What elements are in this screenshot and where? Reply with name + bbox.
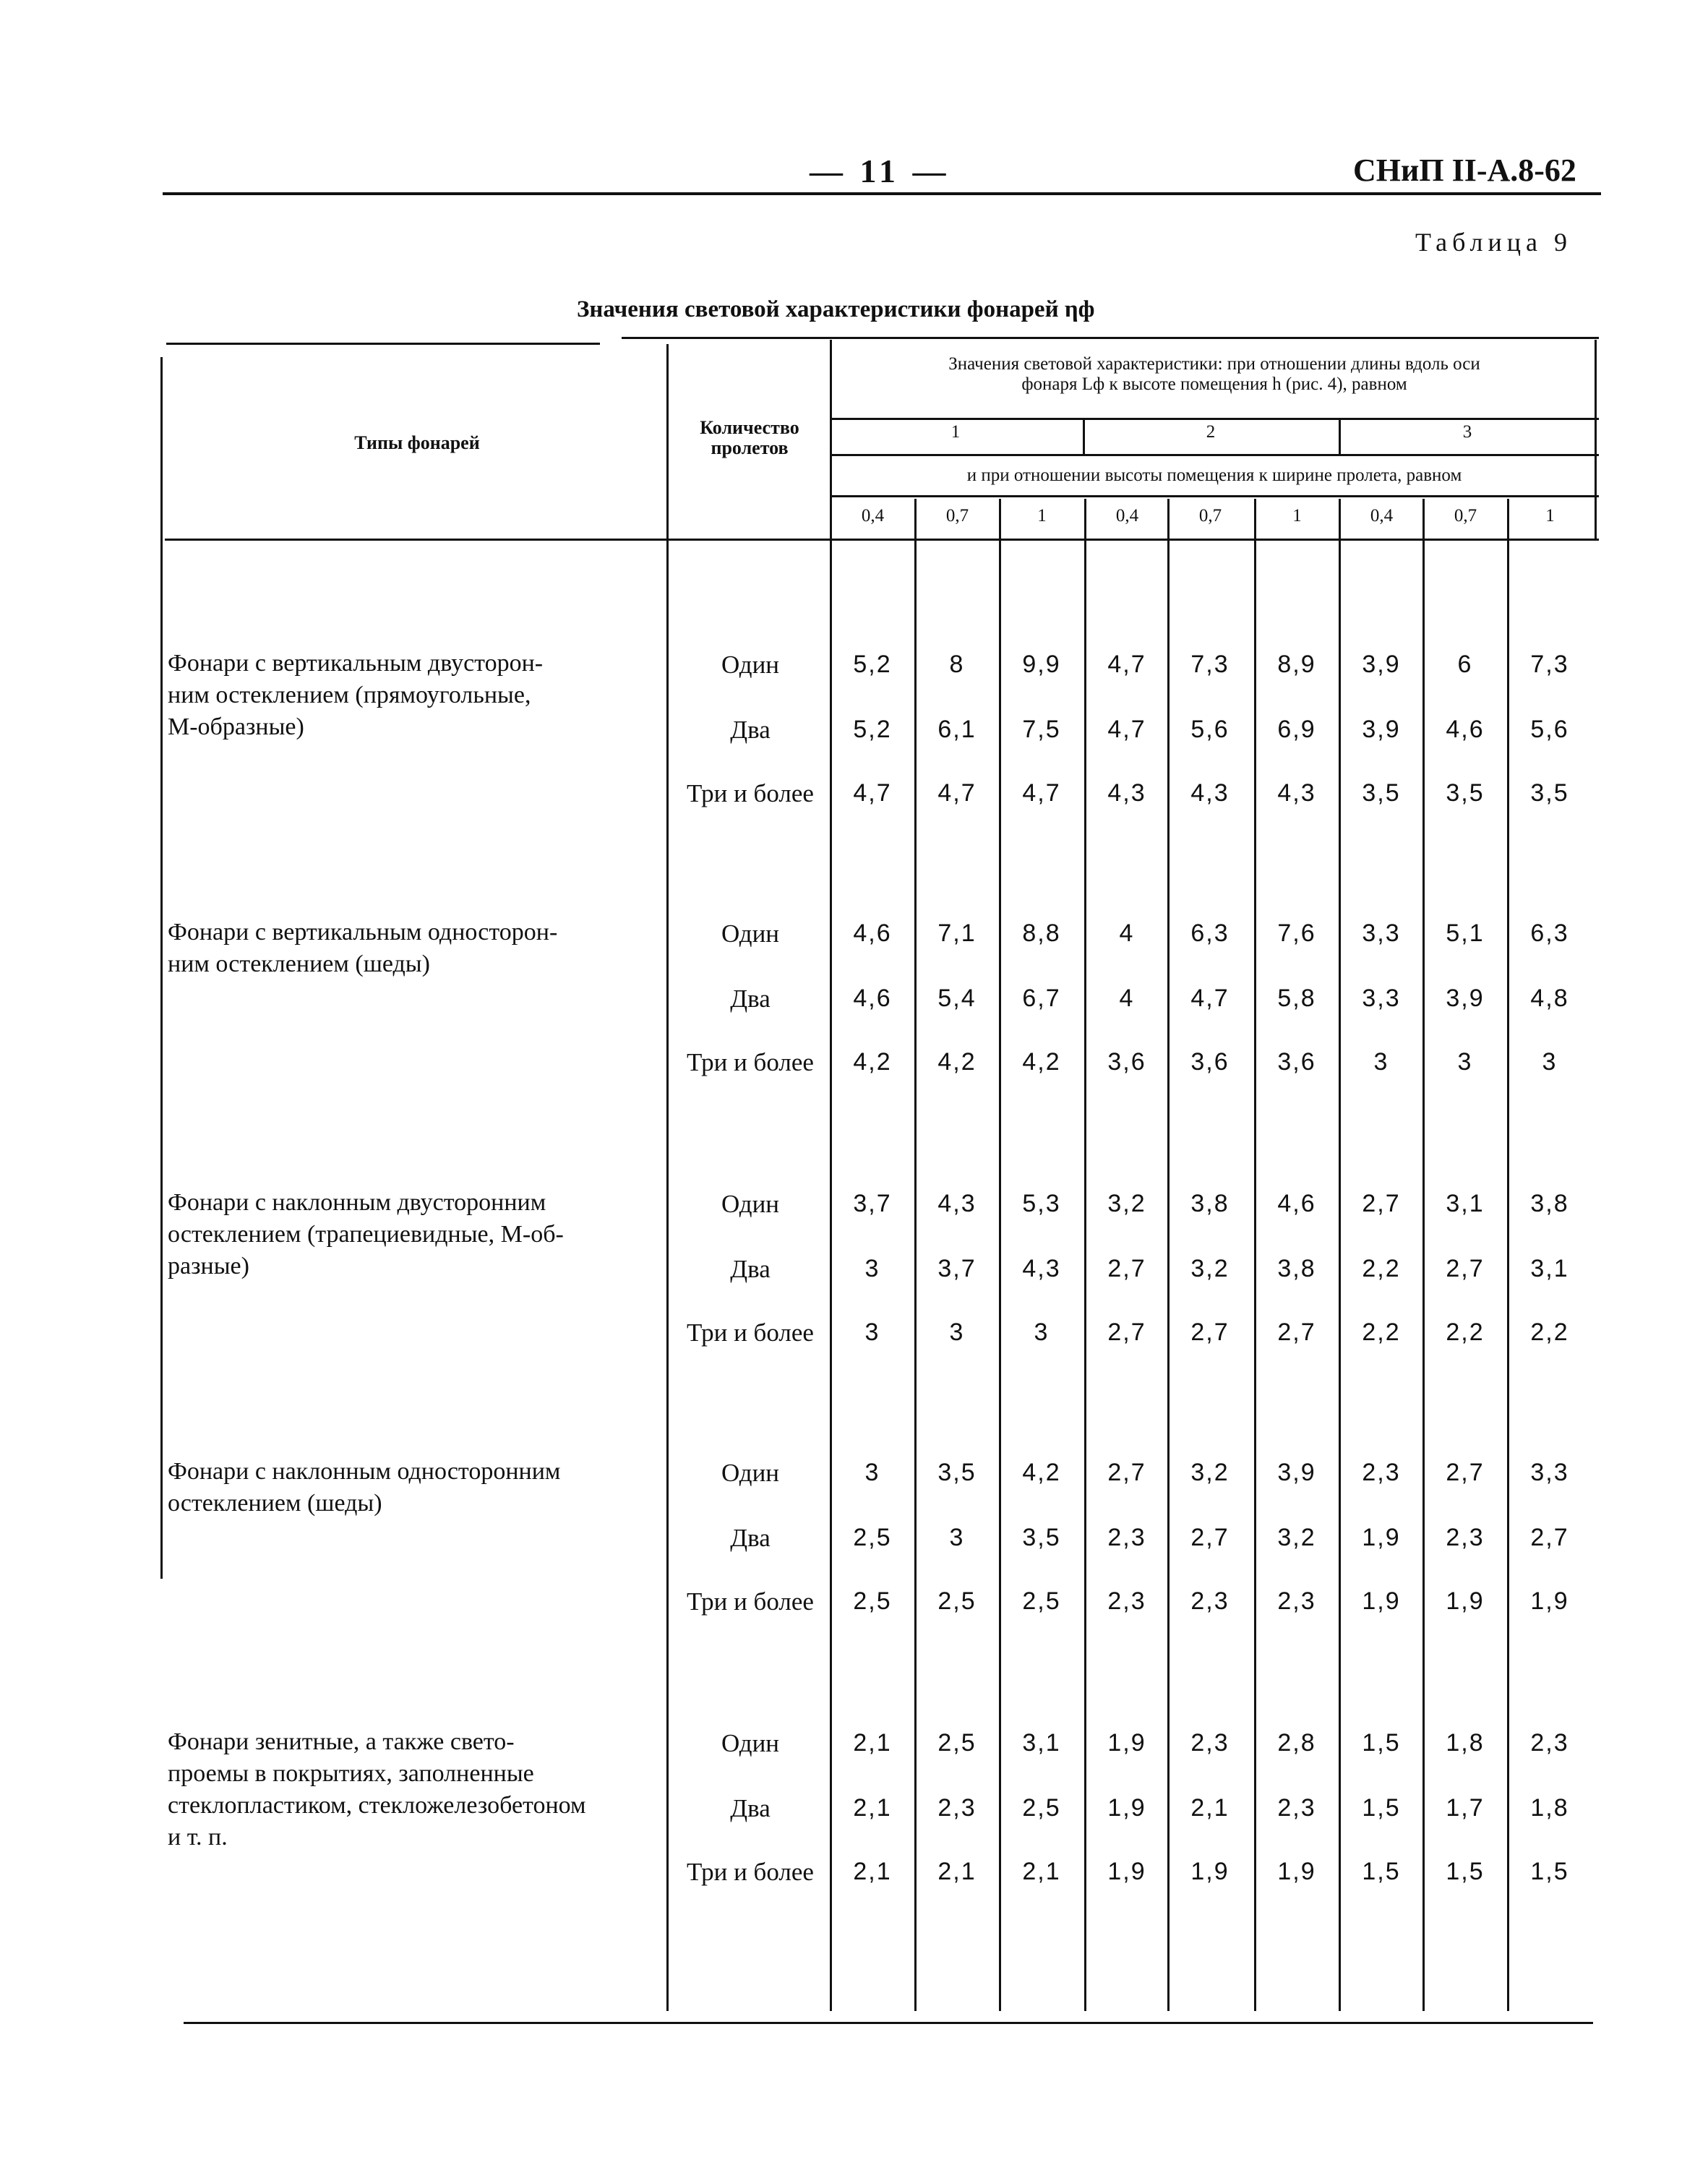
value-cell: 3,7 xyxy=(937,1255,977,1282)
value-cell: 3,9 xyxy=(1362,716,1401,743)
value-cell: 3,5 xyxy=(1446,779,1485,807)
value-cell: 2,3 xyxy=(1362,1459,1401,1486)
value-cell: 4,3 xyxy=(1190,779,1229,807)
value-cell: 2,7 xyxy=(1190,1524,1229,1551)
value-cell: 4,6 xyxy=(853,985,892,1012)
value-cell: 8 xyxy=(949,651,965,678)
col-divider-7 xyxy=(1339,499,1341,2011)
col-header-type: Типы фонарей xyxy=(354,432,480,453)
value-cell: 6,1 xyxy=(937,716,977,743)
lantern-type-line: проемы в покрытиях, заполненные xyxy=(168,1760,534,1787)
value-cell: 3 xyxy=(949,1524,965,1551)
value-cell: 4,3 xyxy=(937,1190,977,1217)
lantern-type-line: остеклением (трапециевидные, М-об- xyxy=(168,1221,564,1248)
span-count-label: Два xyxy=(730,1794,771,1822)
value-cell: 4,8 xyxy=(1530,985,1569,1012)
value-cell: 3,5 xyxy=(1022,1524,1061,1551)
value-cell: 4 xyxy=(1119,919,1135,947)
value-cell: 7,1 xyxy=(937,919,977,947)
table-title: Значения световой характеристики фонарей ηф xyxy=(577,296,1095,322)
value-cell: 3 xyxy=(864,1255,880,1282)
height-ratio-label: 0,7 xyxy=(1198,506,1222,526)
value-cell: 2,3 xyxy=(1446,1524,1485,1551)
value-cell: 1,8 xyxy=(1446,1729,1485,1757)
value-cell: 2,5 xyxy=(1022,1587,1061,1615)
value-cell: 2,7 xyxy=(1107,1319,1146,1346)
value-cell: 2,5 xyxy=(1022,1794,1061,1822)
value-cell: 2,5 xyxy=(853,1524,892,1551)
value-cell: 1,5 xyxy=(1362,1794,1401,1822)
col-header-spans: Количество пролетов xyxy=(700,417,799,458)
value-cell: 3,9 xyxy=(1277,1459,1316,1486)
value-cell: 5,6 xyxy=(1530,716,1569,743)
lantern-type-line: ним остеклением (шеды) xyxy=(168,951,430,977)
value-cell: 4,2 xyxy=(1022,1048,1061,1076)
span-count-label: Три и более xyxy=(687,779,814,807)
value-cell: 2,3 xyxy=(1277,1587,1316,1615)
value-cell: 4,2 xyxy=(853,1048,892,1076)
span-count-label: Два xyxy=(730,1255,771,1283)
value-cell: 2,2 xyxy=(1530,1319,1569,1346)
span-count-label: Два xyxy=(730,985,771,1013)
value-cell: 1,5 xyxy=(1362,1729,1401,1757)
value-cell: 2,3 xyxy=(1107,1524,1146,1551)
value-cell: 7,3 xyxy=(1190,651,1229,678)
span-count-label: Один xyxy=(721,1729,780,1757)
span-count-label: Один xyxy=(721,919,780,948)
span-count-label: Один xyxy=(721,1190,780,1218)
lantern-type-label xyxy=(168,1456,651,1519)
value-cell: 3,5 xyxy=(937,1459,977,1486)
value-cell: 3,5 xyxy=(1362,779,1401,807)
value-cell: 7,3 xyxy=(1530,651,1569,678)
col-divider-6 xyxy=(1254,499,1256,2011)
value-cell: 3 xyxy=(1034,1319,1050,1346)
value-cell: 7,6 xyxy=(1277,919,1316,947)
value-cell: 4,7 xyxy=(853,779,892,807)
col-divider-type xyxy=(666,344,669,2011)
lantern-type-line: Фонари с наклонным двусторонним xyxy=(168,1189,546,1216)
value-cell: 8,9 xyxy=(1277,651,1316,678)
col-divider-3 xyxy=(999,499,1001,2011)
value-cell: 4,3 xyxy=(1107,779,1146,807)
value-cell: 5,3 xyxy=(1022,1190,1061,1217)
value-cell: 6,7 xyxy=(1022,985,1061,1012)
value-cell: 3,3 xyxy=(1530,1459,1569,1486)
document-code: СНиП II-А.8-62 xyxy=(1353,153,1576,188)
lantern-type-label xyxy=(168,917,651,980)
value-cell: 3 xyxy=(1457,1048,1473,1076)
value-cell: 4,3 xyxy=(1022,1255,1061,1282)
value-cell: 3,3 xyxy=(1362,985,1401,1012)
value-cell: 9,9 xyxy=(1022,651,1061,678)
value-cell: 3,6 xyxy=(1277,1048,1316,1076)
length-ratio-label: 2 xyxy=(1206,422,1216,442)
header-rule-3 xyxy=(830,495,1599,497)
value-cell: 2,3 xyxy=(1530,1729,1569,1757)
value-cell: 2,3 xyxy=(1190,1587,1229,1615)
height-ratio-label: 0,7 xyxy=(1454,506,1477,526)
span-count-label: Один xyxy=(721,1459,780,1487)
value-cell: 2,3 xyxy=(1190,1729,1229,1757)
value-cell: 1,9 xyxy=(1362,1524,1401,1551)
value-cell: 3,9 xyxy=(1362,651,1401,678)
value-cell: 1,5 xyxy=(1530,1858,1569,1885)
length-ratio-label: 1 xyxy=(950,422,961,442)
value-cell: 4 xyxy=(1119,985,1135,1012)
value-cell: 2,2 xyxy=(1362,1255,1401,1282)
header-rule-2 xyxy=(830,454,1599,456)
value-cell: 2,1 xyxy=(937,1858,977,1885)
value-cell: 1,8 xyxy=(1530,1794,1569,1822)
value-cell: 4,7 xyxy=(1107,651,1146,678)
height-ratio-label: 0,4 xyxy=(861,506,885,526)
lantern-type-line: и т. п. xyxy=(168,1824,228,1851)
height-ratio-label: 0,7 xyxy=(945,506,969,526)
value-cell: 1,7 xyxy=(1446,1794,1485,1822)
value-cell: 2,8 xyxy=(1277,1729,1316,1757)
value-cell: 5,1 xyxy=(1446,919,1485,947)
height-ratio-label: 0,4 xyxy=(1370,506,1394,526)
value-cell: 3,2 xyxy=(1190,1459,1229,1486)
value-cell: 4,2 xyxy=(1022,1459,1061,1486)
lantern-type-line: Фонари с вертикальным двусторон- xyxy=(168,650,544,677)
value-cell: 6,3 xyxy=(1530,919,1569,947)
value-cell: 4,7 xyxy=(1190,985,1229,1012)
lantern-type-line: остеклением (шеды) xyxy=(168,1490,382,1517)
table-top-rule-left xyxy=(166,343,600,345)
lantern-type-line: Фонари с наклонным односторонним xyxy=(168,1458,561,1485)
lantern-type-line: Фонари с вертикальным односторон- xyxy=(168,919,558,946)
value-cell: 1,9 xyxy=(1107,1794,1146,1822)
value-cell: 3,5 xyxy=(1530,779,1569,807)
values-header-line2: фонаря Lф к высоте помещения h (рис. 4), равном xyxy=(1021,374,1407,394)
span-count-label: Три и более xyxy=(687,1587,814,1616)
value-cell: 1,5 xyxy=(1362,1858,1401,1885)
col-divider-5 xyxy=(1167,499,1170,2011)
value-cell: 1,9 xyxy=(1107,1858,1146,1885)
col-divider-4 xyxy=(1084,499,1086,2011)
value-cell: 4,6 xyxy=(1446,716,1485,743)
length-ratio-label: 3 xyxy=(1462,422,1472,442)
value-cell: 2,7 xyxy=(1277,1319,1316,1346)
value-cell: 2,3 xyxy=(937,1794,977,1822)
header-rule-1 xyxy=(830,418,1599,420)
span-count-label: Три и более xyxy=(687,1048,814,1076)
lantern-type-line: разные) xyxy=(168,1253,249,1279)
value-cell: 2,3 xyxy=(1277,1794,1316,1822)
lantern-type-line: стеклопластиком, стекложелезобетоном xyxy=(168,1792,586,1819)
value-cell: 4,3 xyxy=(1277,779,1316,807)
height-ratio-label: 1 xyxy=(1037,506,1047,526)
lantern-type-label xyxy=(168,648,651,743)
span-count-label: Один xyxy=(721,651,780,679)
value-cell: 2,7 xyxy=(1530,1524,1569,1551)
value-cell: 3,8 xyxy=(1190,1190,1229,1217)
value-cell: 4,6 xyxy=(853,919,892,947)
value-cell: 4,2 xyxy=(937,1048,977,1076)
header-group-divider-1 xyxy=(1083,419,1085,454)
span-count-label: Три и более xyxy=(687,1319,814,1347)
value-cell: 3 xyxy=(864,1459,880,1486)
value-cell: 1,9 xyxy=(1277,1858,1316,1885)
span-count-label: Три и более xyxy=(687,1858,814,1886)
value-cell: 8,8 xyxy=(1022,919,1061,947)
value-cell: 2,3 xyxy=(1107,1587,1146,1615)
value-cell: 3,1 xyxy=(1530,1255,1569,1282)
height-ratio-label: 0,4 xyxy=(1115,506,1139,526)
col-divider-2 xyxy=(914,499,917,2011)
value-cell: 2,1 xyxy=(853,1729,892,1757)
value-cell: 3,2 xyxy=(1107,1190,1146,1217)
value-cell: 2,5 xyxy=(937,1729,977,1757)
value-cell: 4,7 xyxy=(937,779,977,807)
value-cell: 3,9 xyxy=(1446,985,1485,1012)
value-cell: 2,1 xyxy=(853,1858,892,1885)
height-ratio-label: 1 xyxy=(1545,506,1555,526)
value-cell: 4,7 xyxy=(1022,779,1061,807)
value-cell: 4,6 xyxy=(1277,1190,1316,1217)
left-border xyxy=(160,357,163,1579)
value-cell: 1,9 xyxy=(1530,1587,1569,1615)
values-header-line1: Значения световой характеристики: при отношении длины вдоль оси xyxy=(948,354,1480,374)
value-cell: 3 xyxy=(1373,1048,1389,1076)
value-cell: 2,1 xyxy=(853,1794,892,1822)
value-cell: 6 xyxy=(1457,651,1473,678)
value-cell: 2,7 xyxy=(1446,1459,1485,1486)
value-cell: 1,9 xyxy=(1107,1729,1146,1757)
value-cell: 2,1 xyxy=(1022,1858,1061,1885)
value-cell: 2,5 xyxy=(853,1587,892,1615)
col-divider-8 xyxy=(1422,499,1425,2011)
value-cell: 7,5 xyxy=(1022,716,1061,743)
page-number: — 11 — xyxy=(810,153,950,189)
table-bottom-rule xyxy=(184,2022,1593,2024)
value-cell: 5,4 xyxy=(937,985,977,1012)
value-cell: 5,8 xyxy=(1277,985,1316,1012)
value-cell: 5,2 xyxy=(853,716,892,743)
value-cell: 2,7 xyxy=(1446,1255,1485,1282)
value-cell: 2,5 xyxy=(937,1587,977,1615)
value-cell: 3 xyxy=(1542,1048,1558,1076)
value-cell: 2,1 xyxy=(1190,1794,1229,1822)
value-cell: 1,9 xyxy=(1446,1587,1485,1615)
table-top-rule-right xyxy=(622,337,1599,339)
value-cell: 4,7 xyxy=(1107,716,1146,743)
value-cell: 3 xyxy=(949,1319,965,1346)
span-count-label: Два xyxy=(730,1524,771,1552)
value-cell: 3,2 xyxy=(1190,1255,1229,1282)
header-divider xyxy=(163,192,1601,195)
col-divider-spans xyxy=(830,340,832,2011)
lantern-type-line: ним остеклением (прямоугольные, xyxy=(168,682,531,708)
value-cell: 2,7 xyxy=(1190,1319,1229,1346)
value-cell: 3,6 xyxy=(1107,1048,1146,1076)
value-cell: 3,1 xyxy=(1446,1190,1485,1217)
lantern-type-label xyxy=(168,1726,651,1853)
lantern-type-line: М-образные) xyxy=(168,713,304,740)
value-cell: 3,8 xyxy=(1530,1190,1569,1217)
value-cell: 2,7 xyxy=(1107,1255,1146,1282)
value-cell: 3,3 xyxy=(1362,919,1401,947)
value-cell: 1,9 xyxy=(1362,1587,1401,1615)
value-cell: 6,3 xyxy=(1190,919,1229,947)
value-cell: 5,6 xyxy=(1190,716,1229,743)
sub-header: и при отношении высоты помещения к ширине пролета, равном xyxy=(966,466,1462,485)
lantern-type-line: Фонари зенитные, а также свето- xyxy=(168,1728,515,1755)
value-cell: 3,2 xyxy=(1277,1524,1316,1551)
span-count-label: Два xyxy=(730,716,771,744)
value-cell: 2,2 xyxy=(1362,1319,1401,1346)
header-group-divider-2 xyxy=(1339,419,1341,454)
value-cell: 3,1 xyxy=(1022,1729,1061,1757)
value-cell: 1,9 xyxy=(1190,1858,1229,1885)
value-cell: 6,9 xyxy=(1277,716,1316,743)
value-cell: 5,2 xyxy=(853,651,892,678)
height-ratio-label: 1 xyxy=(1292,506,1302,526)
value-cell: 3,7 xyxy=(853,1190,892,1217)
value-cell: 3 xyxy=(864,1319,880,1346)
col-divider-9 xyxy=(1507,499,1509,2011)
value-cell: 2,7 xyxy=(1107,1459,1146,1486)
value-cell: 1,5 xyxy=(1446,1858,1485,1885)
table-label: Таблица 9 xyxy=(1415,228,1572,257)
value-cell: 3,6 xyxy=(1190,1048,1229,1076)
value-cell: 2,2 xyxy=(1446,1319,1485,1346)
lantern-type-label xyxy=(168,1187,651,1282)
header-bottom-rule xyxy=(165,539,1599,541)
value-cell: 2,7 xyxy=(1362,1190,1401,1217)
value-cell: 3,8 xyxy=(1277,1255,1316,1282)
